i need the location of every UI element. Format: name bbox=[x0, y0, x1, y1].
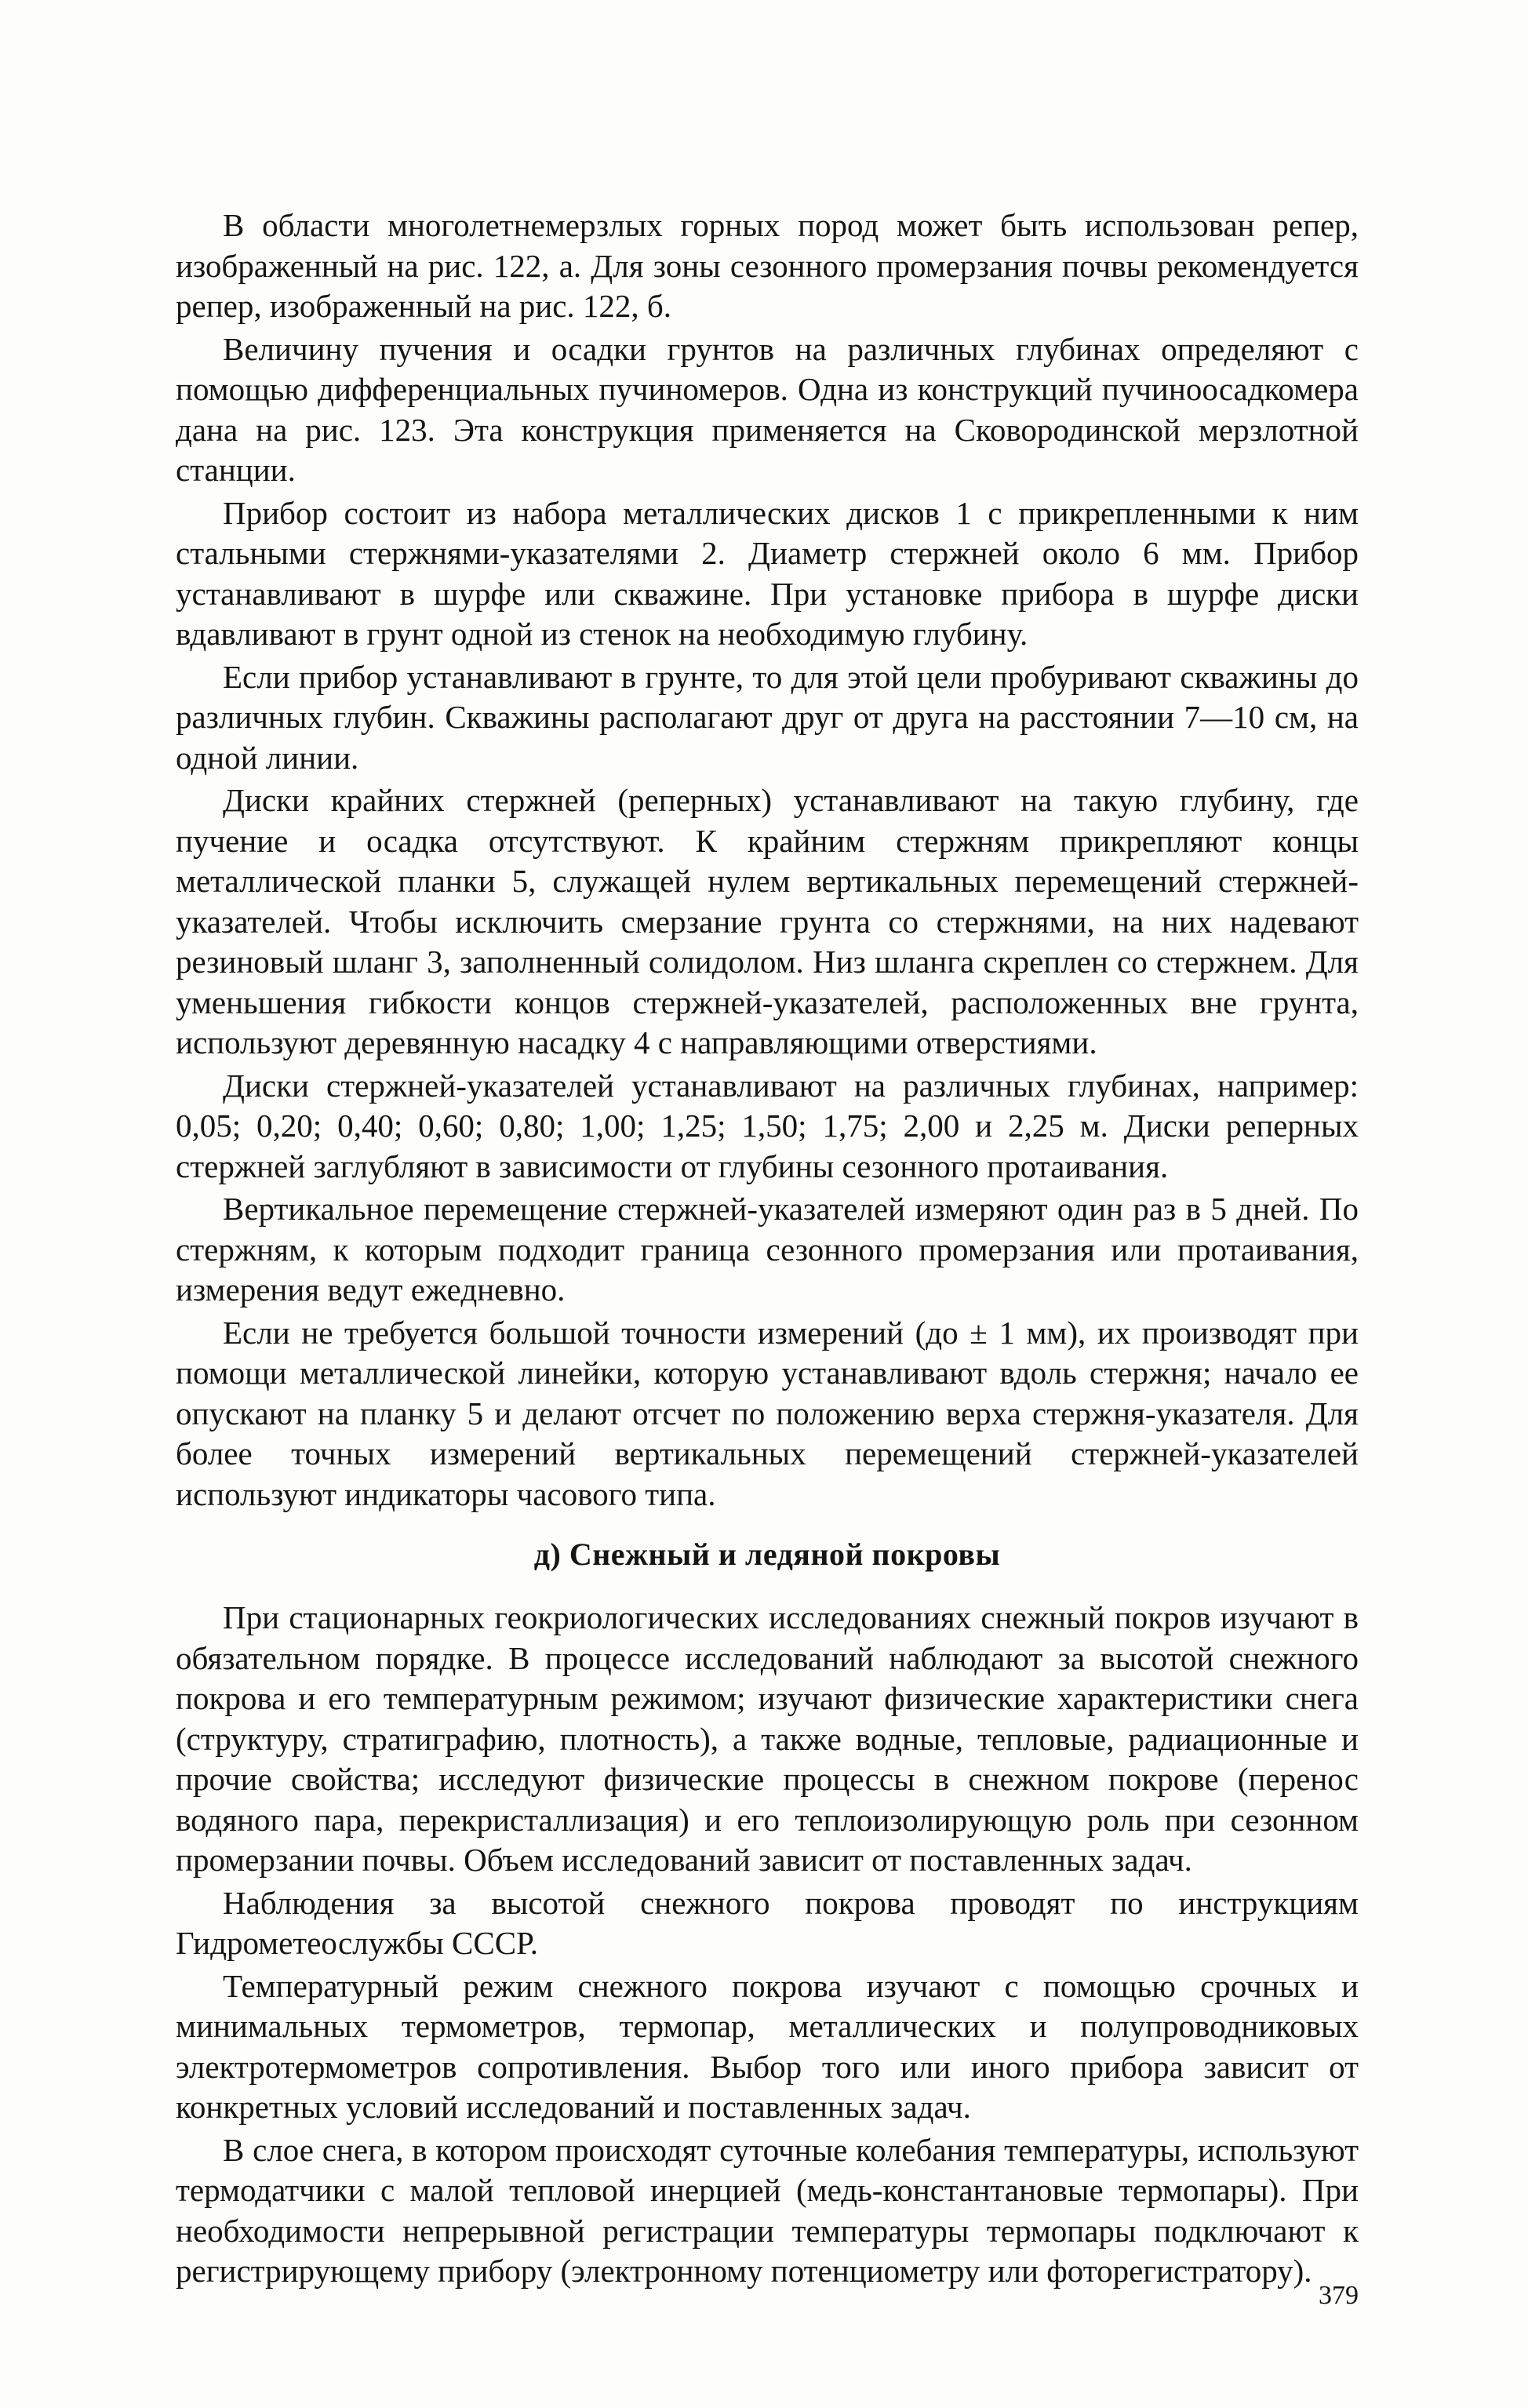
paragraph-installation-in-ground: Если прибор устанавливают в грунте, то для этой цели пробуривают скважины до различных глубин. Скважины располагают друг от друга на расстоянии 7—10 см, на одной линии. bbox=[176, 658, 1359, 776]
paragraph-temperature-regime: Температурный режим снежного покрова изучают с помощью срочных и минимальных термометров, термопар, металлических и полупроводниковых электротермометров сопротивления. Выбор того или иного прибора зависит от конкретных условий исследований и поставленных задач. bbox=[176, 1967, 1359, 2125]
paragraph-device-structure: Прибор состоит из набора металлических дисков 1 с прикрепленными к ним стальными стержнями-указателями 2. Диаметр стержней около 6 мм. Прибор устанавливают в шурфе или скважине. При установке прибора в шурфе диски вдавливают в грунт одной из стенок на необходимую глубину. bbox=[176, 494, 1359, 652]
paragraph-heave-gauges: Величину пучения и осадки грунтов на различных глубинах определяют с помощью дифференциальных пучиномеров. Одна из конструкций пучиноосадкомера дана на рис. 123. Эта конструкция применяется на Сковородинской мерзлотной станции. bbox=[176, 330, 1359, 488]
paragraph-benchmark-types: В области многолетнемерзлых горных пород может быть использован репер, изображенный на рис. 122, а. Для зоны сезонного промерзания почвы рекомендуется репер, изображенный на рис. 122, б. bbox=[176, 207, 1359, 324]
paragraph-snow-height: Наблюдения за высотой снежного покрова проводят по инструкциям Гидрометеослужбы СССР. bbox=[176, 1884, 1359, 1961]
paragraph-disk-depths: Диски стержней-указателей устанавливают на различных глубинах, например: 0,05; 0,20; 0,40; 0,60; 0,80; 1,00; 1,25; 1,50; 1,75; 2,00 и 2,25 м. Диски реперных стержней заглубляют в зависимости от глубины сезонного протаивания. bbox=[176, 1067, 1359, 1184]
page-number: 379 bbox=[1319, 2281, 1359, 2310]
paragraph-measurement-frequency: Вертикальное перемещение стержней-указателей измеряют один раз в 5 дней. По стержням, к которым подходит граница сезонного промерзания или протаивания, измерения ведут ежедневно. bbox=[176, 1191, 1359, 1308]
paragraph-thermocouples: В слое снега, в котором происходят суточные колебания температуры, используют термодатчики с малой тепловой инерцией (медь-константановые термопары). При необходимости непрерывной регистрации температуры термопары подключают к регистрирующему прибору (электронному потенциометру или фоторегистратору). bbox=[176, 2131, 1359, 2289]
section-heading: д) Снежный и ледяной покровы bbox=[533, 1537, 1001, 1572]
text-column bbox=[176, 206, 1359, 2294]
paragraph-reference-rods: Диски крайних стержней (реперных) устанавливают на такую глубину, где пучение и осадка отсутствуют. К крайним стержням прикрепляют концы металлической планки 5, служащей нулем вертикальных перемещений стержней-указателей. Чтобы исключить смерзание грунта со стержнями, на них надевают резиновый шланг 3, заполненный солидолом. Низ шланга скреплен со стержнем. Для уменьшения гибкости концов стержней-указателей, расположенных вне грунта, используют деревянную насадку 4 с направляющими отверстиями. bbox=[176, 782, 1359, 1060]
paragraph-snow-cover-studies: При стационарных геокриологических исследованиях снежный покров изучают в обязательном порядке. В процессе исследований наблюдают за высотой снежного покрова и его температурным режимом; изучают физические характеристики снега (структуру, стратиграфию, плотность), а также водные, тепловые, радиационные и прочие свойства; исследуют физические процессы в снежном покрове (перенос водяного пара, перекристаллизация) и его теплоизолирующую роль при сезонном промерзании почвы. Объем исследований зависит от поставленных задач. bbox=[176, 1599, 1359, 1878]
paragraph-measurement-precision: Если не требуется большой точности измерений (до ± 1 мм), их производят при помощи металлической линейки, которую устанавливают вдоль стержня; начало ее опускают на планку 5 и делают отсчет по положению верха стержня-указателя. Для более точных измерений вертикальных перемещений стержней-указателей используют индикаторы часового типа. bbox=[176, 1314, 1359, 1512]
